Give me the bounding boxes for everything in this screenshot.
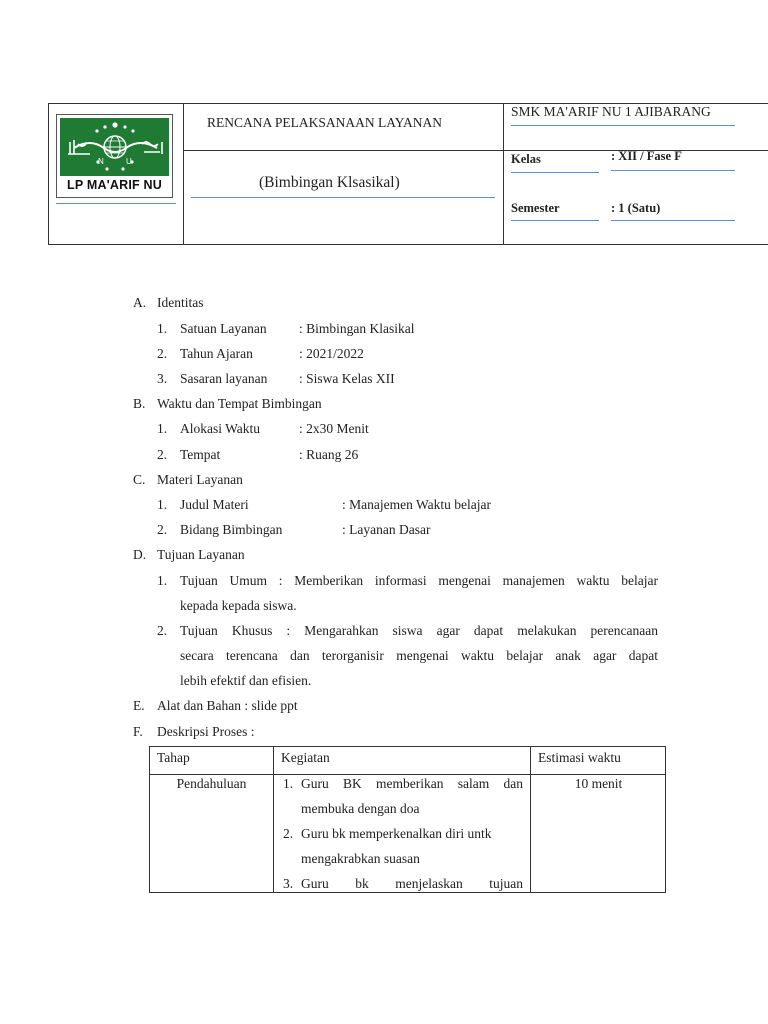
list-number: 1. <box>157 497 168 512</box>
header-table <box>48 103 768 245</box>
activity-line: mengakrabkan suasan <box>301 851 420 866</box>
field-label: Satuan Layanan <box>180 321 267 336</box>
paragraph-line: Tujuan Umum : Memberikan informasi mengenai manajemen waktu belajar <box>180 573 658 588</box>
kelas-value-underline <box>611 170 735 171</box>
table-header: Kegiatan <box>281 750 330 765</box>
section-title: Deskripsi Proses : <box>157 724 255 739</box>
table-cell-tahap: Pendahuluan <box>176 776 247 791</box>
section-marker: F. <box>133 724 143 739</box>
section-title: Identitas <box>157 295 204 310</box>
field-value: : Layanan Dasar <box>342 522 431 537</box>
field-value: : Ruang 26 <box>299 447 359 462</box>
field-value: : 2x30 Menit <box>299 421 369 436</box>
logo-letter: N <box>98 157 104 166</box>
nu-emblem <box>60 118 169 176</box>
activity-line: Guru bk memperkenalkan diri untk <box>301 826 492 841</box>
process-table <box>149 746 666 893</box>
section-marker: D. <box>133 547 147 562</box>
logo-letter: U <box>126 157 132 166</box>
school-name: SMK MA'ARIF NU 1 AJIBARANG <box>511 104 711 119</box>
paragraph-line: lebih efektif dan efisien. <box>180 673 312 688</box>
list-number: 2. <box>283 826 294 841</box>
list-number: 2. <box>157 522 168 537</box>
semester-value-underline <box>611 220 735 221</box>
document-subtitle: (Bimbingan Klsasikal) <box>259 174 400 191</box>
document-title: RENCANA PELAKSANAAN LAYANAN <box>207 115 443 130</box>
table-header: Estimasi waktu <box>538 750 621 765</box>
list-number: 3. <box>157 371 168 386</box>
section-title: Tujuan Layanan <box>157 547 245 562</box>
kelas-label: Kelas <box>511 152 541 166</box>
semester-value: : 1 (Satu) <box>611 201 661 215</box>
list-number: 2. <box>157 623 168 638</box>
section-marker: E. <box>133 698 145 713</box>
list-number: 3. <box>283 876 294 891</box>
field-value: : Manajemen Waktu belajar <box>342 497 491 512</box>
subtitle-underline <box>191 197 495 198</box>
logo-text: LP MA'ARIF NU <box>67 178 162 192</box>
semester-label: Semester <box>511 201 560 215</box>
semester-label-underline <box>511 220 599 221</box>
kelas-label-underline <box>511 172 599 173</box>
paragraph-line: kepada kepada siswa. <box>180 598 297 613</box>
section-marker: C. <box>133 472 146 487</box>
paragraph-line: secara terencana dan terorganisir mengenai waktu belajar anak agar dapat <box>180 648 658 663</box>
section-title: Waktu dan Tempat Bimbingan <box>157 396 322 411</box>
kelas-value: : XII / Fase F <box>611 149 682 163</box>
section-title: Materi Layanan <box>157 472 243 487</box>
list-number: 2. <box>157 447 168 462</box>
header-divider <box>183 104 184 244</box>
activity-line: membuka dengan doa <box>301 801 420 816</box>
table-divider <box>273 747 274 892</box>
field-label: Tahun Ajaran <box>180 346 253 361</box>
table-cell-estimasi: 10 menit <box>574 776 623 791</box>
list-number: 1. <box>283 776 294 791</box>
table-divider <box>150 774 665 775</box>
activity-line: Guru BK memberikan salam dan <box>301 776 523 791</box>
globe-icon <box>60 118 171 176</box>
field-label: Bidang Bimbingan <box>180 522 283 537</box>
header-divider <box>503 104 504 244</box>
list-number: 1. <box>157 421 168 436</box>
school-underline <box>511 125 735 126</box>
paragraph-line: Tujuan Khusus : Mengarahkan siswa agar dapat melakukan perencanaan <box>180 623 658 638</box>
field-value: : Bimbingan Klasikal <box>299 321 415 336</box>
table-divider <box>530 747 531 892</box>
field-label: Judul Materi <box>180 497 249 512</box>
activity-line: Guru bk menjelaskan tujuan <box>301 876 523 891</box>
field-value: : Siswa Kelas XII <box>299 371 395 386</box>
list-number: 2. <box>157 346 168 361</box>
field-label: Tempat <box>180 447 221 462</box>
list-number: 1. <box>157 573 168 588</box>
field-label: Alokasi Waktu <box>180 421 261 436</box>
field-label: Sasaran layanan <box>180 371 268 386</box>
field-value: : 2021/2022 <box>299 346 364 361</box>
section-marker: B. <box>133 396 146 411</box>
section-title: Alat dan Bahan : slide ppt <box>157 698 298 713</box>
logo-underline <box>56 203 176 204</box>
table-header: Tahap <box>157 750 190 765</box>
logo <box>56 114 173 198</box>
list-number: 1. <box>157 321 168 336</box>
section-marker: A. <box>133 295 147 310</box>
